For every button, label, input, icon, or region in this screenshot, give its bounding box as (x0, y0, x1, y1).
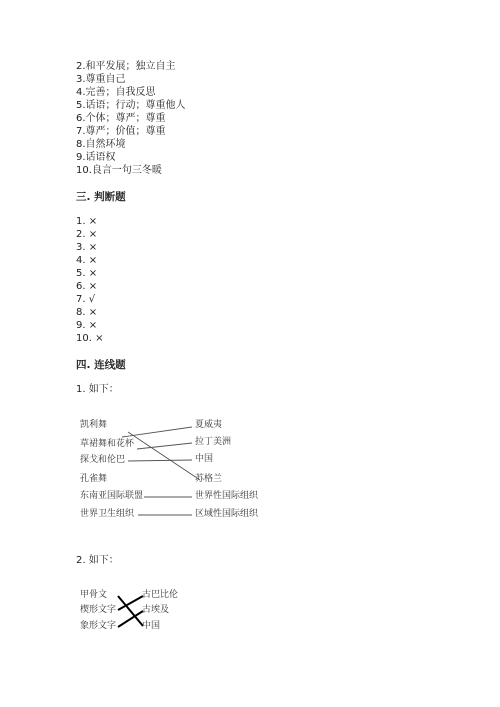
answer-line: 3.尊重自己 (76, 74, 126, 85)
answer-line: 8.自然环境 (76, 139, 126, 150)
match-left-item: 世界卫生组织 (80, 509, 135, 519)
match-right-item: 中国 (142, 621, 161, 631)
match-right-item: 古埃及 (142, 605, 170, 615)
judge-item: 4. × (76, 255, 98, 266)
answer-line: 2.和平发展；独立自主 (76, 61, 176, 72)
match-right-item: 中国 (195, 454, 214, 464)
match-left-item: 草裙舞和花杯 (80, 439, 135, 449)
question-label: 1. 如下： (76, 384, 119, 395)
question-label: 2. 如下： (76, 555, 119, 566)
match-right-item: 拉丁美洲 (195, 437, 232, 447)
match-left-item: 凯利舞 (80, 420, 108, 430)
judge-item: 8. × (76, 307, 98, 318)
match-right-item: 夏威夷 (195, 420, 223, 430)
match-left-item: 探戈和伦巴 (80, 455, 126, 465)
answer-line: 5.话语；行动；尊重他人 (76, 100, 186, 111)
connector (118, 596, 143, 610)
answer-line: 6.个体；尊严；尊重 (76, 113, 166, 124)
judge-item: 2. × (76, 229, 98, 240)
connector (118, 596, 143, 626)
section-title-judge: 三. 判断题 (76, 191, 126, 203)
connector (118, 611, 143, 627)
judge-item: 9. × (76, 320, 98, 331)
judge-item: 7. √ (76, 294, 96, 305)
judge-item: 10. × (76, 333, 104, 344)
answer-line: 10.良言一句三冬暖 (76, 165, 162, 176)
answer-line: 9.话语权 (76, 152, 116, 163)
match-right-item: 苏格兰 (195, 474, 223, 484)
answer-line: 4.完善；自我反思 (76, 87, 156, 98)
match-right-item: 世界性国际组织 (195, 491, 259, 501)
match-left-item: 甲骨文 (80, 590, 108, 600)
match-left-item: 楔形文字 (80, 605, 117, 615)
judge-item: 6. × (76, 281, 98, 292)
judge-item: 1. × (76, 216, 98, 227)
answer-line: 7.尊严；价值；尊重 (76, 126, 166, 137)
judge-item: 3. × (76, 242, 98, 253)
judge-item: 5. × (76, 268, 98, 279)
match-left-item: 孔雀舞 (80, 474, 108, 484)
match-left-item: 象形文字 (80, 621, 117, 631)
section-title-match: 四. 连线题 (76, 359, 126, 371)
match-left-item: 东南亚国际联盟 (80, 491, 144, 501)
match-right-item: 古巴比伦 (142, 590, 179, 600)
match-right-item: 区域性国际组织 (195, 509, 259, 519)
